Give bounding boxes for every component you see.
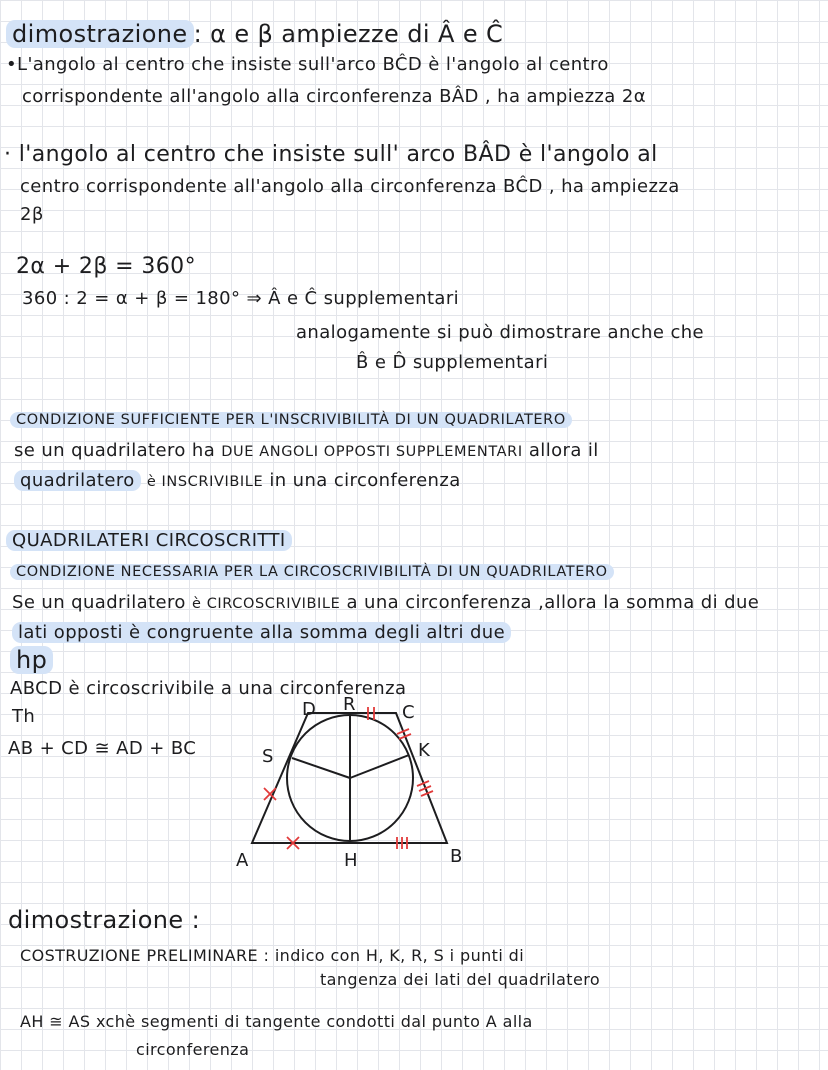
condition-heading-highlight: CONDIZIONE SUFFICIENTE PER L'INSCRIVIBILITÀ DI UN QUADRILATERO xyxy=(10,412,572,428)
dim2-line-1: COSTRUZIONE PRELIMINARE : indico con H, K, R, S i punti di xyxy=(20,946,525,965)
equation-sum: 2α + 2β = 360° xyxy=(16,254,196,279)
tangent-point-r: R xyxy=(343,694,356,715)
circo-subheading-highlight: CONDIZIONE NECESSARIA PER LA CIRCOSCRIVIBILITÀ DI UN QUADRILATERO xyxy=(10,564,614,580)
circo-text-c: a una circonferenza ,allora la somma di due xyxy=(346,592,760,613)
radius-to-s xyxy=(292,758,350,778)
dim2-title: dimostrazione : xyxy=(8,906,201,934)
dim2-line-4: circonferenza xyxy=(136,1040,250,1059)
hp-label-highlight: hp xyxy=(10,646,53,674)
th-text: AB + CD ≅ AD + BC xyxy=(8,738,197,759)
radius-to-k xyxy=(350,755,409,778)
analogy-result: B̂ e D̂ supplementari xyxy=(356,352,549,373)
vertex-b: B xyxy=(450,846,463,867)
proof-line-5: 2β xyxy=(20,204,44,225)
th-label: Th xyxy=(12,706,36,727)
hp-text: ABCD è circoscrivibile a una circonferenza xyxy=(10,678,407,699)
condition-text-b: DUE ANGOLI OPPOSTI SUPPLEMENTARI xyxy=(221,444,523,460)
vertex-c: C xyxy=(402,702,415,723)
circo-text-b: è CIRCOSCRIVIBILE xyxy=(191,596,341,612)
condition-text-c: allora il xyxy=(528,440,599,461)
dim2-line-3: AH ≅ AS xchè segmenti di tangente condotti dal punto A alla xyxy=(20,1012,533,1031)
proof-line-1: •L'angolo al centro che insiste sull'arco BĈD è l'angolo al centro xyxy=(6,54,609,75)
circo-text-a: Se un quadrilatero xyxy=(12,592,186,613)
proof-line-3: · l'angolo al centro che insiste sull' arco BÂD è l'angolo al xyxy=(4,142,658,167)
equation-half: 360 : 2 = α + β = 180° ⇒ Â e Ĉ supplementari xyxy=(22,288,460,309)
vertex-d: D xyxy=(302,699,316,720)
title-suffix: : α e β ampiezze di Â e Ĉ xyxy=(193,20,504,48)
vertex-a: A xyxy=(236,850,249,871)
proof-line-4: centro corrispondente all'angolo alla circonferenza BĈD , ha ampiezza xyxy=(20,176,680,197)
condition-text-inscr: è INSCRIVIBILE xyxy=(146,474,264,490)
condition-text-quad: quadrilatero xyxy=(14,470,141,491)
tangent-point-s: S xyxy=(262,746,274,767)
analogy-line: analogamente si può dimostrare anche che xyxy=(296,322,705,343)
title-highlight: dimostrazione xyxy=(6,20,194,48)
circo-heading-highlight: QUADRILATERI CIRCOSCRITTI xyxy=(6,530,292,551)
condition-text-circ: in una circonferenza xyxy=(269,470,461,491)
condition-text-a: se un quadrilatero ha xyxy=(14,440,216,461)
circo-line-2-highlight: lati opposti è congruente alla somma degli altri due xyxy=(12,622,511,643)
proof-line-2: corrispondente all'angolo alla circonferenza BÂD , ha ampiezza 2α xyxy=(22,86,646,107)
tangent-point-h: H xyxy=(344,850,358,871)
tangent-point-k: K xyxy=(418,740,430,761)
dim2-line-2: tangenza dei lati del quadrilatero xyxy=(320,970,601,989)
